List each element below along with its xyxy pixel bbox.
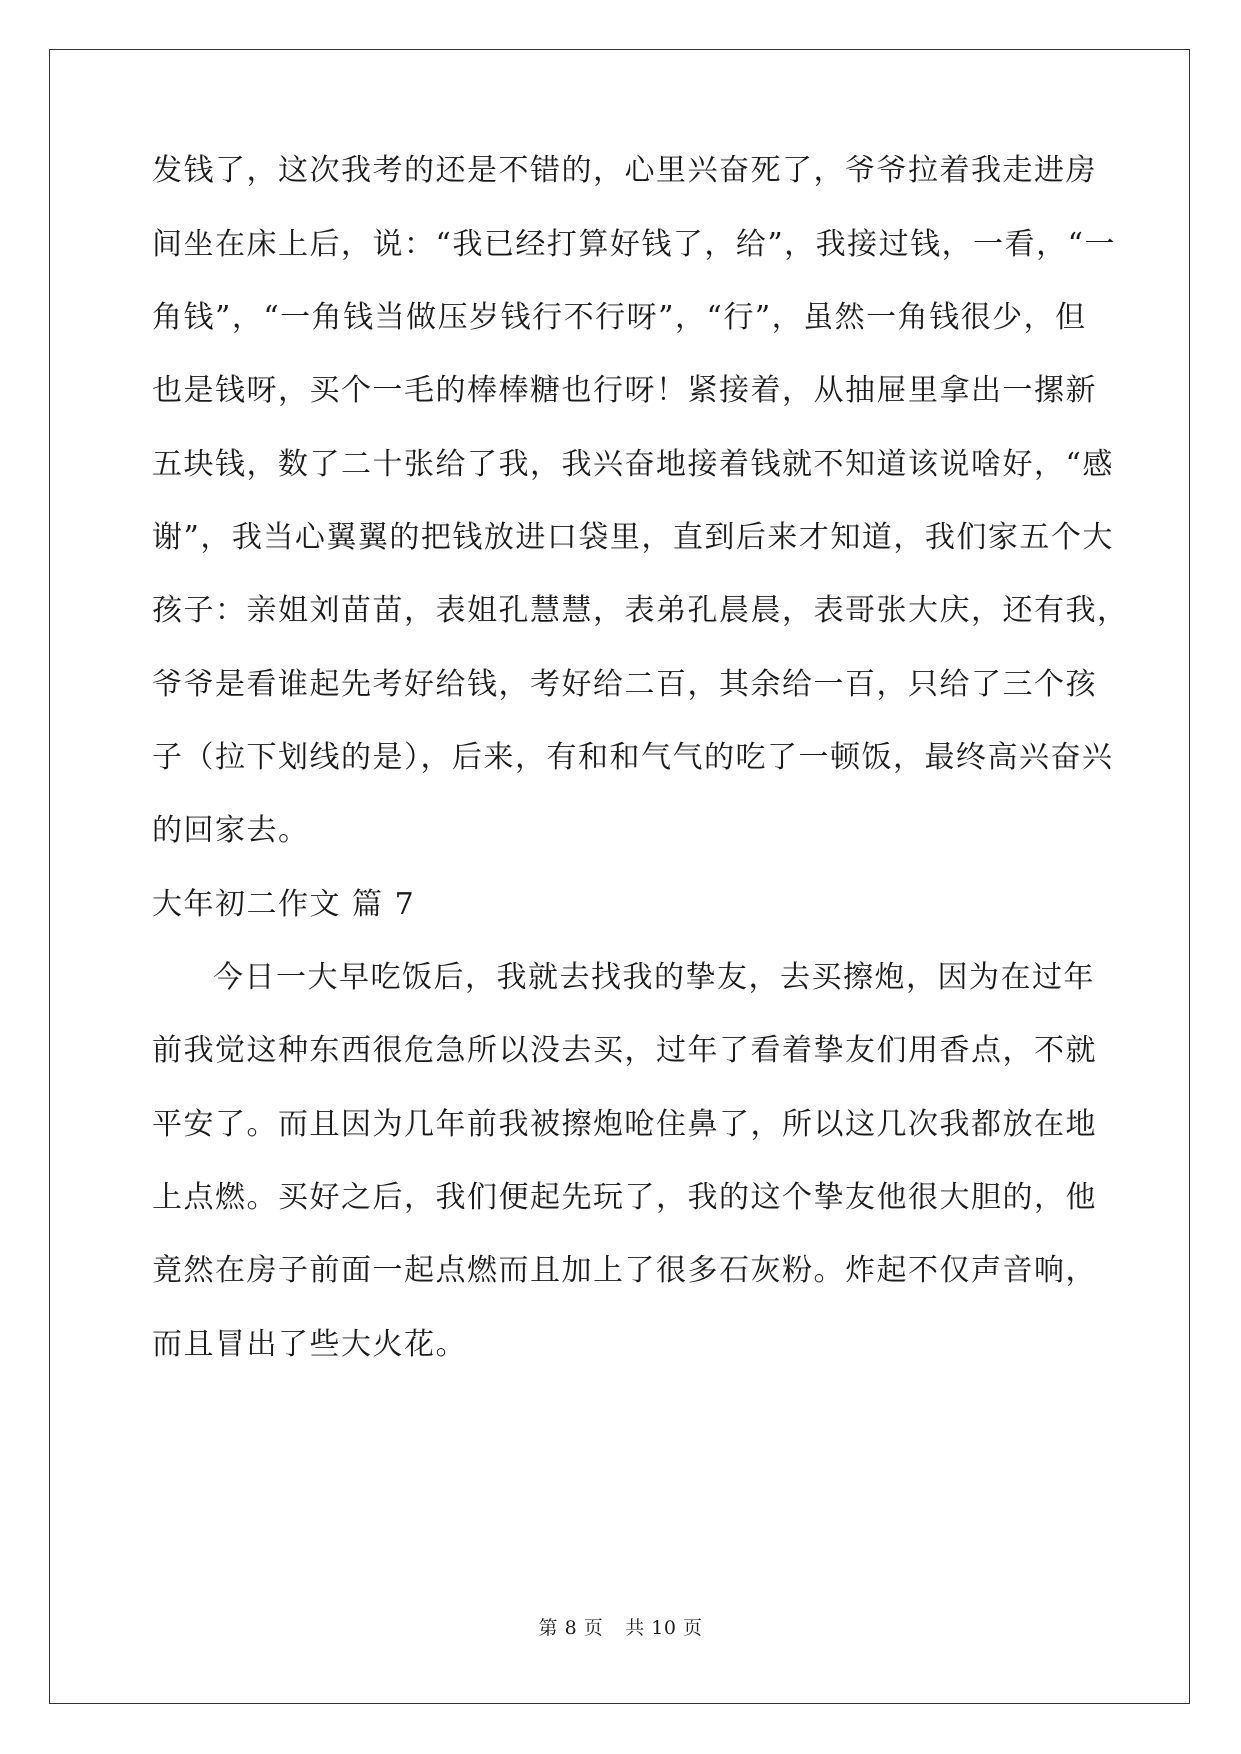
paragraph-line: 上点燃。买好之后，我们便起先玩了，我的这个挚友他很大胆的，他 xyxy=(152,1180,1097,1215)
paragraph-line: 孩子：亲姐刘苗苗，表姐孔慧慧，表弟孔晨晨，表哥张大庆，还有我， xyxy=(152,593,1129,628)
paragraph-line: 前我觉这种东西很危急所以没去买，过年了看着挚友们用香点，不就 xyxy=(152,1033,1097,1068)
paragraph-line: 五块钱，数了二十张给了我，我兴奋地接着钱就不知道该说啥好，“感 xyxy=(152,447,1114,482)
page-number: 第 8 页 xyxy=(538,1617,604,1639)
paragraph-line: 而且冒出了些大火花。 xyxy=(152,1327,467,1362)
paragraph-line: 今日一大早吃饭后，我就去找我的挚友，去买擦炮，因为在过年 xyxy=(213,960,1095,995)
paragraph-line: 竟然在房子前面一起点燃而且加上了很多石灰粉。炸起不仅声音响， xyxy=(152,1253,1097,1288)
paragraph-line: 的回家去。 xyxy=(152,813,310,848)
paragraph-line: 子（拉下划线的是），后来，有和和气气的吃了一顿饭，最终高兴奋兴 xyxy=(152,740,1114,775)
paragraph-line: 平安了。而且因为几年前我被擦炮呛住鼻了，所以这几次我都放在地 xyxy=(152,1107,1097,1142)
page-footer xyxy=(0,1616,1241,1640)
paragraph-line: 间坐在床上后，说：“我已经打算好钱了，给”，我接过钱，一看，“一 xyxy=(152,227,1117,262)
paragraph-line: 爷爷是看谁起先考好给钱，考好给二百，其余给一百，只给了三个孩 xyxy=(152,667,1097,702)
paragraph-line: 也是钱呀，买个一毛的棒棒糖也行呀！紧接着，从抽屉里拿出一摞新 xyxy=(152,373,1097,408)
paragraph-line: 谢”，我当心翼翼的把钱放进口袋里，直到后来才知道，我们家五个大 xyxy=(152,520,1114,555)
section-heading: 大年初二作文 篇 7 xyxy=(152,887,416,922)
paragraph-line: 发钱了，这次我考的还是不错的，心里兴奋死了，爷爷拉着我走进房 xyxy=(152,153,1097,188)
paragraph-line: 角钱”，“一角钱当做压岁钱行不行呀”，“行”，虽然一角钱很少，但 xyxy=(152,300,1087,335)
page-total: 共 10 页 xyxy=(625,1617,703,1639)
